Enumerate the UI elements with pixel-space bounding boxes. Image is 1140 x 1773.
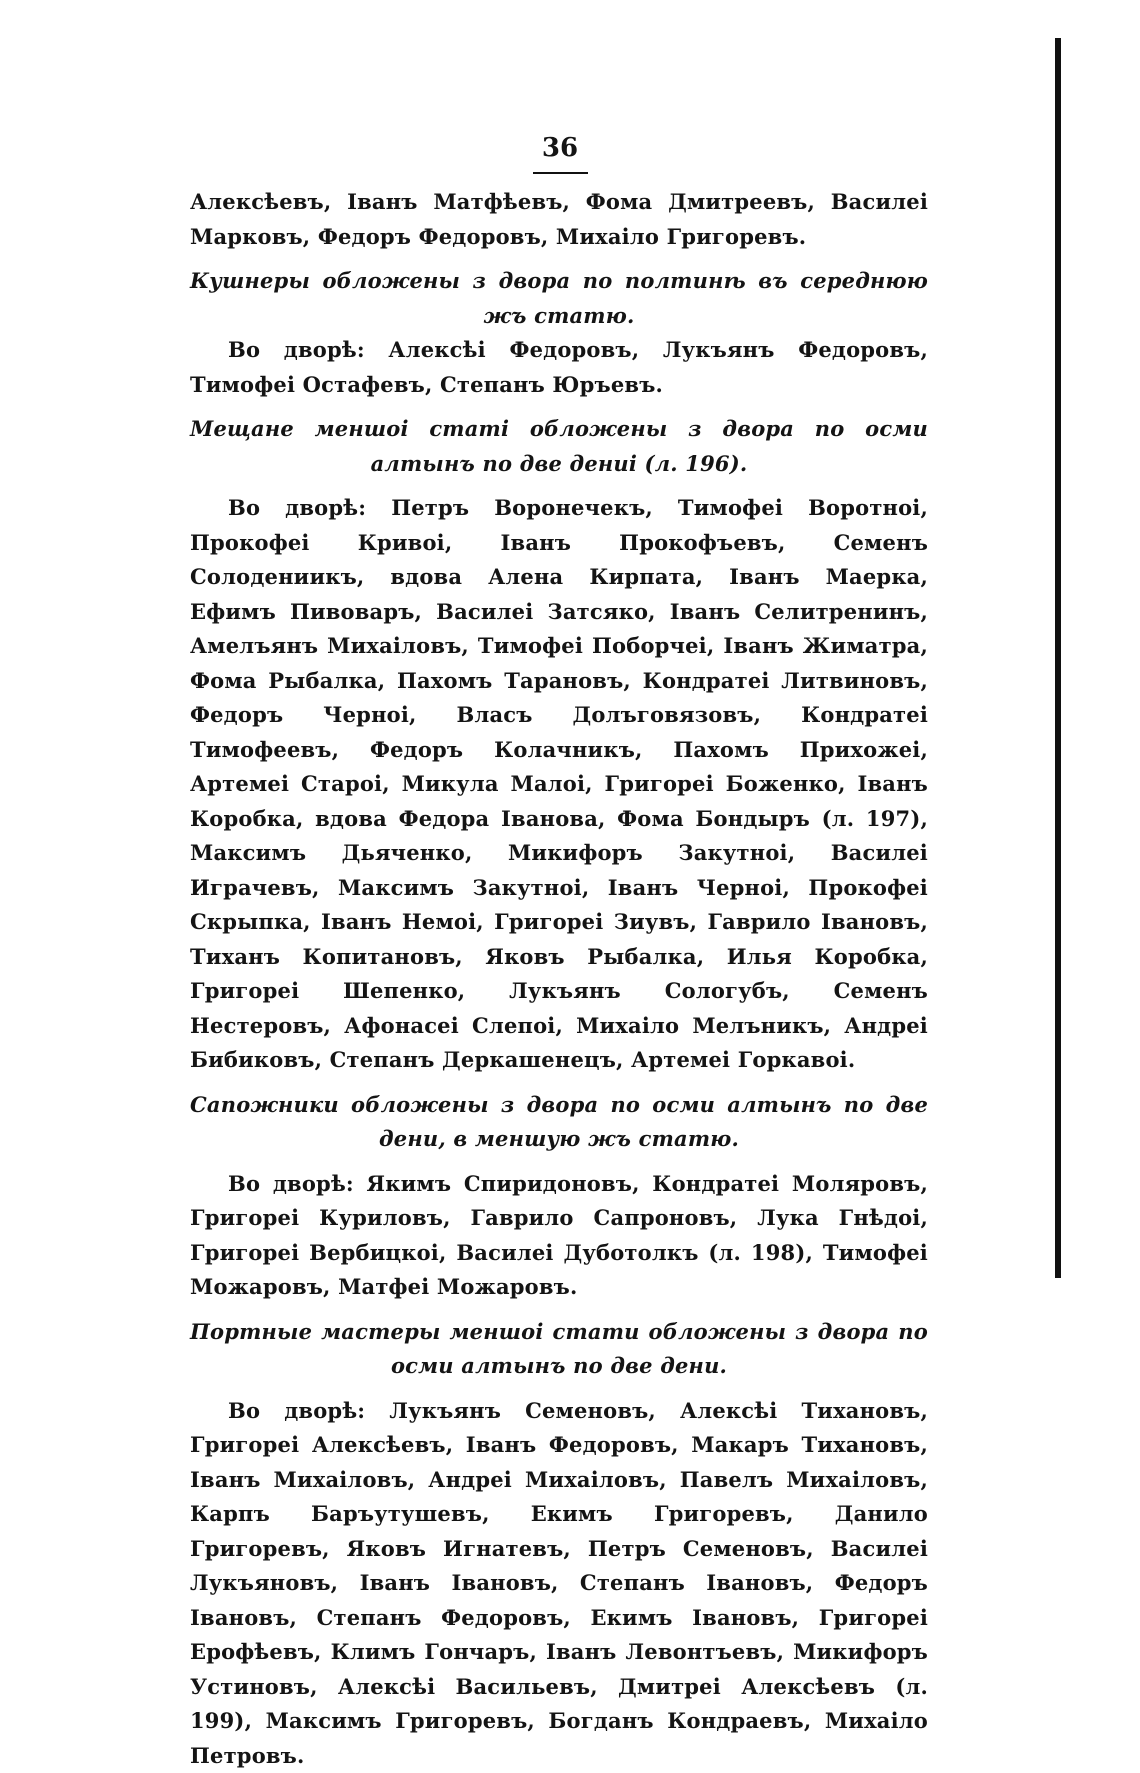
page-edge-bar: [1055, 38, 1061, 1278]
section-heading-sapozhniki: Сапожники обложены з двора по осми алтынъ по две дени, в меншую жъ статю.: [190, 1088, 928, 1157]
section-heading-kushnery: Кушнеры обложены з двора по полтинѣ въ середнюю жъ статю.: [190, 264, 928, 333]
section-heading-portnye: Портные мастеры меншоі стати обложены з двора по осми алтынъ по две дени.: [190, 1315, 928, 1384]
paragraph-continuation: Алексѣевъ, Іванъ Матфѣевъ, Фома Дмитреевъ, Василеі Марковъ, Федоръ Федоровъ, Михаіло Григоревъ.: [190, 185, 928, 254]
page-number: 36: [530, 133, 590, 163]
paragraph-meshchane-list: Во дворѣ: Петръ Воронечекъ, Тимофеі Воротноі, Прокофеі Кривоі, Іванъ Прокофъевъ, Семенъ Солодениикъ, вдова Алена Кирпата, Іванъ Маерка, Ефимъ Пивоваръ, Василеі Затсяко, Іванъ Селитренинъ, Амелъянъ Михаіловъ, Тимофеі Поборчеі, Іванъ Жиматра, Фома Рыбалка, Пахомъ Тарановъ, Кондратеі Литвиновъ, Федоръ Черноі, Власъ Долъговязовъ, Кондратеі Тимофеевъ, Федоръ Колачникъ, Пахомъ Прихожеі, Артемеі Староі, Микула Малоі, Григореі Боженко, Іванъ Коробка, вдова Федора Іванова, Фома Бондыръ (л. 197), Максимъ Дьяченко, Микифоръ Закутноі, Василеі Играчевъ, Максимъ Закутноі, Іванъ Черноі, Прокофеі Скрыпка, Іванъ Немоі, Григореі Зиувъ, Гаврило Івановъ, Тиханъ Копитановъ, Яковъ Рыбалка, Илья Коробка, Григореі Шепенко, Лукъянъ Сологубъ, Семенъ Нестеровъ, Афонасеі Слепоі, Михаіло Мелъникъ, Андреі Бибиковъ, Степанъ Деркашенецъ, Артемеі Горкавоі.: [190, 491, 928, 1078]
paragraph-sapozhniki-list: Во дворѣ: Якимъ Спиридоновъ, Кондратеі Моляровъ, Григореі Куриловъ, Гаврило Сапроновъ, Лука Гнѣдоі, Григореі Вербицкоі, Василеі Дуботолкъ (л. 198), Тимофеі Можаровъ, Матфеі Можаровъ.: [190, 1167, 928, 1305]
page-number-rule: [533, 172, 588, 174]
paragraph-kushnery-list: Во дворѣ: Алексѣі Федоровъ, Лукъянъ Федоровъ, Тимофеі Остафевъ, Степанъ Юръевъ.: [190, 333, 928, 402]
page-text: [190, 185, 928, 1773]
section-heading-meshchane: Мещане меншоі статі обложены з двора по осми алтынъ по две дениі (л. 196).: [190, 412, 928, 481]
paragraph-portnye-list: Во дворѣ: Лукъянъ Семеновъ, Алексѣі Тихановъ, Григореі Алексѣевъ, Іванъ Федоровъ, Макаръ Тихановъ, Іванъ Михаіловъ, Андреі Михаіловъ, Павелъ Михаіловъ, Карпъ Баръутушевъ, Екимъ Григоревъ, Данило Григоревъ, Яковъ Игнатевъ, Петръ Семеновъ, Василеі Лукъяновъ, Іванъ Івановъ, Степанъ Івановъ, Федоръ Івановъ, Степанъ Федоровъ, Екимъ Івановъ, Григореі Ерофѣевъ, Климъ Гончаръ, Іванъ Левонтъевъ, Микифоръ Устиновъ, Алексѣі Васильевъ, Дмитреі Алексѣевъ (л. 199), Максимъ Григоревъ, Богданъ Кондраевъ, Михаіло Петровъ.: [190, 1394, 928, 1773]
